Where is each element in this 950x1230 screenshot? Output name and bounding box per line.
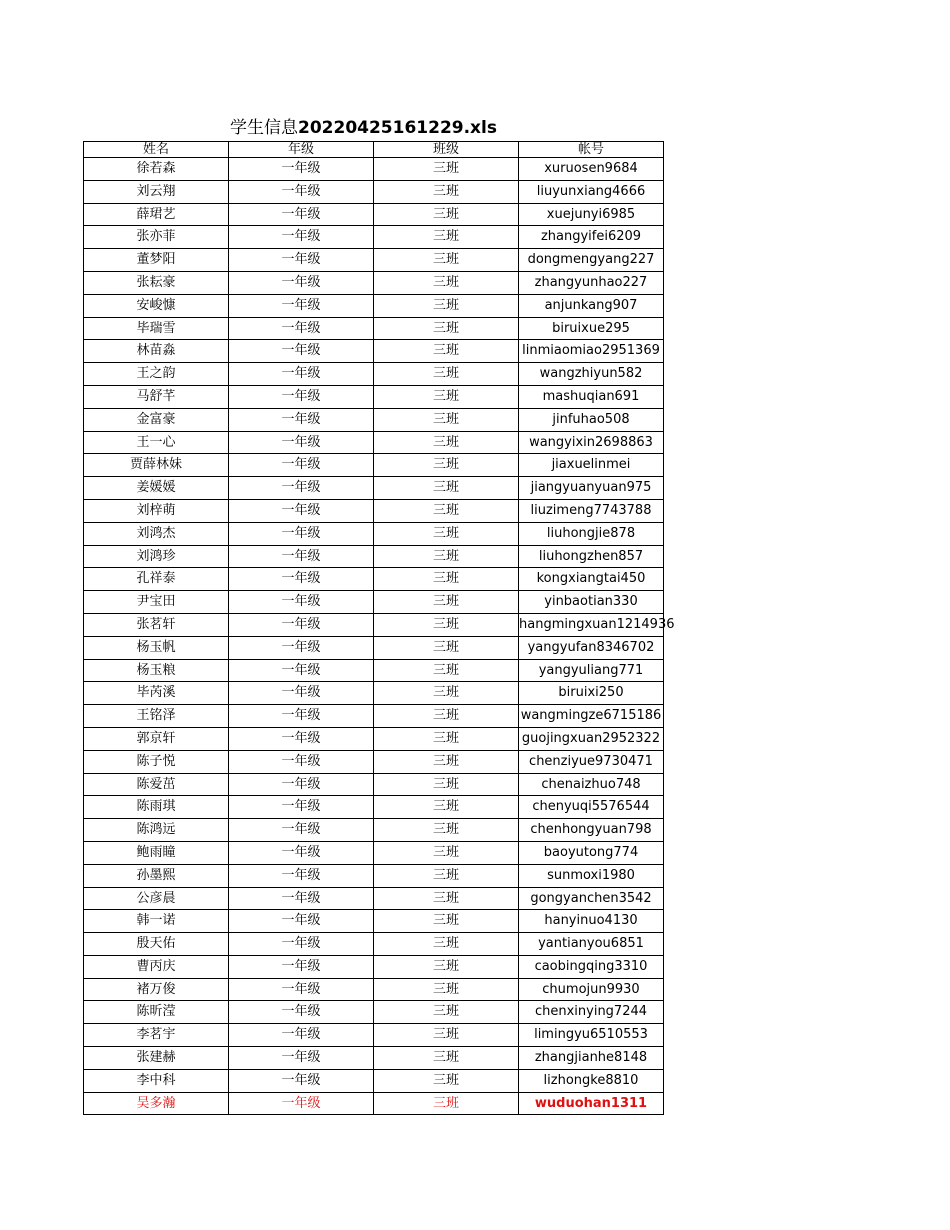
cell-account: chumojun9930: [519, 978, 664, 1001]
table-row: [84, 408, 664, 431]
cell-class: 三班: [374, 363, 519, 386]
cell-grade: 一年级: [229, 955, 374, 978]
cell-account: limingyu6510553: [519, 1024, 664, 1047]
table-row: [84, 1069, 664, 1092]
table-row: [84, 1001, 664, 1024]
cell-account: zhangjianhe8148: [519, 1047, 664, 1070]
header-row: [84, 142, 664, 158]
cell-class: 三班: [374, 385, 519, 408]
cell-grade: 一年级: [229, 887, 374, 910]
cell-class: 三班: [374, 591, 519, 614]
table-row: [84, 271, 664, 294]
cell-grade: 一年级: [229, 454, 374, 477]
cell-grade: 一年级: [229, 294, 374, 317]
table-row: [84, 682, 664, 705]
cell-class: 三班: [374, 454, 519, 477]
cell-name: 吴多瀚: [84, 1092, 229, 1115]
cell-account: dongmengyang227: [519, 249, 664, 272]
cell-class: 三班: [374, 933, 519, 956]
cell-account: chenhongyuan798: [519, 819, 664, 842]
cell-name: 贾薛林妹: [84, 454, 229, 477]
cell-grade: 一年级: [229, 545, 374, 568]
cell-name: 张亦菲: [84, 226, 229, 249]
cell-class: 三班: [374, 796, 519, 819]
cell-class: 三班: [374, 1092, 519, 1115]
cell-account: linmiaomiao2951369: [519, 340, 664, 363]
cell-grade: 一年级: [229, 158, 374, 181]
cell-name: 孔祥泰: [84, 568, 229, 591]
table-row: [84, 180, 664, 203]
table-row: [84, 226, 664, 249]
table-row: [84, 431, 664, 454]
cell-name: 陈雨琪: [84, 796, 229, 819]
cell-name: 郭京轩: [84, 727, 229, 750]
cell-grade: 一年级: [229, 1024, 374, 1047]
cell-class: 三班: [374, 431, 519, 454]
cell-name: 陈爱茁: [84, 773, 229, 796]
cell-class: 三班: [374, 249, 519, 272]
cell-name: 董梦阳: [84, 249, 229, 272]
table-row: [84, 568, 664, 591]
table-row: [84, 841, 664, 864]
table-row: [84, 659, 664, 682]
table-row: [84, 1047, 664, 1070]
cell-class: 三班: [374, 955, 519, 978]
cell-class: 三班: [374, 477, 519, 500]
title-filename: 20220425161229.xls: [298, 118, 497, 138]
cell-account: yangyuliang771: [519, 659, 664, 682]
header-grade: 年级: [229, 142, 374, 158]
cell-name: 张建赫: [84, 1047, 229, 1070]
table-row: [84, 910, 664, 933]
cell-class: 三班: [374, 499, 519, 522]
cell-class: 三班: [374, 408, 519, 431]
sheet-title: [230, 117, 497, 139]
cell-grade: 一年级: [229, 910, 374, 933]
cell-class: 三班: [374, 203, 519, 226]
cell-grade: 一年级: [229, 796, 374, 819]
cell-grade: 一年级: [229, 1001, 374, 1024]
table-row: [84, 613, 664, 636]
cell-grade: 一年级: [229, 1047, 374, 1070]
cell-account: guojingxuan2952322: [519, 727, 664, 750]
cell-grade: 一年级: [229, 933, 374, 956]
cell-class: 三班: [374, 773, 519, 796]
cell-class: 三班: [374, 613, 519, 636]
table-row: [84, 636, 664, 659]
table-row: [84, 158, 664, 181]
cell-account: sunmoxi1980: [519, 864, 664, 887]
cell-class: 三班: [374, 180, 519, 203]
cell-account: liuhongzhen857: [519, 545, 664, 568]
table-row: [84, 522, 664, 545]
cell-class: 三班: [374, 682, 519, 705]
cell-grade: 一年级: [229, 750, 374, 773]
table-row: [84, 750, 664, 773]
cell-account: yinbaotian330: [519, 591, 664, 614]
cell-name: 韩一诺: [84, 910, 229, 933]
cell-class: 三班: [374, 636, 519, 659]
cell-name: 公彦晨: [84, 887, 229, 910]
table-row: [84, 978, 664, 1001]
table-row: [84, 1024, 664, 1047]
student-table: [83, 141, 675, 1115]
cell-name: 曹丙庆: [84, 955, 229, 978]
cell-grade: 一年级: [229, 568, 374, 591]
cell-grade: 一年级: [229, 431, 374, 454]
cell-grade: 一年级: [229, 864, 374, 887]
title-prefix: 学生信息: [230, 118, 298, 138]
cell-grade: 一年级: [229, 819, 374, 842]
table-row: [84, 385, 664, 408]
cell-class: 三班: [374, 545, 519, 568]
table-row: [84, 203, 664, 226]
cell-name: 张耘豪: [84, 271, 229, 294]
cell-account: yantianyou6851: [519, 933, 664, 956]
cell-grade: 一年级: [229, 203, 374, 226]
cell-name: 刘云翔: [84, 180, 229, 203]
cell-class: 三班: [374, 226, 519, 249]
cell-name: 刘鸿杰: [84, 522, 229, 545]
cell-name: 张茗轩: [84, 613, 229, 636]
cell-name: 鲍雨瞳: [84, 841, 229, 864]
cell-grade: 一年级: [229, 591, 374, 614]
cell-grade: 一年级: [229, 249, 374, 272]
cell-grade: 一年级: [229, 363, 374, 386]
cell-grade: 一年级: [229, 613, 374, 636]
cell-account: jiaxuelinmei: [519, 454, 664, 477]
cell-class: 三班: [374, 1001, 519, 1024]
cell-grade: 一年级: [229, 477, 374, 500]
cell-account: liuhongjie878: [519, 522, 664, 545]
cell-name: 陈昕滢: [84, 1001, 229, 1024]
cell-name: 杨玉粮: [84, 659, 229, 682]
cell-name: 马舒芊: [84, 385, 229, 408]
cell-class: 三班: [374, 317, 519, 340]
cell-name: 李茗宇: [84, 1024, 229, 1047]
cell-name: 陈子悦: [84, 750, 229, 773]
cell-account: yangyufan8346702: [519, 636, 664, 659]
header-name: 姓名: [84, 142, 229, 158]
cell-grade: 一年级: [229, 1069, 374, 1092]
table-row: [84, 317, 664, 340]
cell-name: 毕芮溪: [84, 682, 229, 705]
cell-account: chenyuqi5576544: [519, 796, 664, 819]
cell-name: 孙墨熙: [84, 864, 229, 887]
cell-account: wangmingze6715186: [519, 705, 664, 728]
cell-grade: 一年级: [229, 226, 374, 249]
cell-class: 三班: [374, 864, 519, 887]
cell-name: 王铭泽: [84, 705, 229, 728]
cell-class: 三班: [374, 841, 519, 864]
table-row: [84, 864, 664, 887]
cell-class: 三班: [374, 750, 519, 773]
cell-name: 尹宝田: [84, 591, 229, 614]
cell-grade: 一年级: [229, 1092, 374, 1115]
cell-name: 杨玉帆: [84, 636, 229, 659]
cell-grade: 一年级: [229, 705, 374, 728]
cell-grade: 一年级: [229, 385, 374, 408]
cell-class: 三班: [374, 910, 519, 933]
cell-name: 刘梓萌: [84, 499, 229, 522]
cell-grade: 一年级: [229, 408, 374, 431]
cell-grade: 一年级: [229, 522, 374, 545]
table-row: [84, 545, 664, 568]
cell-name: 徐若森: [84, 158, 229, 181]
table-row: [84, 499, 664, 522]
cell-class: 三班: [374, 705, 519, 728]
cell-grade: 一年级: [229, 499, 374, 522]
cell-class: 三班: [374, 522, 519, 545]
cell-account: hangmingxuan1214936: [519, 613, 664, 636]
cell-account: hanyinuo4130: [519, 910, 664, 933]
cell-account: wangyixin2698863: [519, 431, 664, 454]
table-row: [84, 796, 664, 819]
cell-class: 三班: [374, 819, 519, 842]
table-row: [84, 249, 664, 272]
cell-account: liuyunxiang4666: [519, 180, 664, 203]
cell-account: anjunkang907: [519, 294, 664, 317]
table-row: [84, 705, 664, 728]
table-body: [84, 158, 675, 1115]
table-row: [84, 933, 664, 956]
cell-account: xuruosen9684: [519, 158, 664, 181]
table-row: [84, 340, 664, 363]
table-row: [84, 1092, 664, 1115]
cell-class: 三班: [374, 568, 519, 591]
cell-account: wangzhiyun582: [519, 363, 664, 386]
cell-name: 陈鸿远: [84, 819, 229, 842]
cell-name: 姜媛媛: [84, 477, 229, 500]
cell-grade: 一年级: [229, 727, 374, 750]
table-row: [84, 591, 664, 614]
cell-name: 刘鸿珍: [84, 545, 229, 568]
cell-account: chenxinying7244: [519, 1001, 664, 1024]
cell-grade: 一年级: [229, 317, 374, 340]
cell-class: 三班: [374, 340, 519, 363]
table-row: [84, 887, 664, 910]
cell-account: chenziyue9730471: [519, 750, 664, 773]
cell-account: wuduohan1311: [519, 1092, 664, 1115]
cell-name: 薛珺艺: [84, 203, 229, 226]
header-class: 班级: [374, 142, 519, 158]
table-row: [84, 477, 664, 500]
table-row: [84, 773, 664, 796]
cell-account: liuzimeng7743788: [519, 499, 664, 522]
cell-account: caobingqing3310: [519, 955, 664, 978]
cell-name: 毕瑞雪: [84, 317, 229, 340]
cell-grade: 一年级: [229, 271, 374, 294]
cell-account: kongxiangtai450: [519, 568, 664, 591]
cell-account: zhangyunhao227: [519, 271, 664, 294]
cell-name: 李中科: [84, 1069, 229, 1092]
cell-class: 三班: [374, 1069, 519, 1092]
cell-grade: 一年级: [229, 659, 374, 682]
cell-account: zhangyifei6209: [519, 226, 664, 249]
cell-name: 殷天佑: [84, 933, 229, 956]
cell-account: baoyutong774: [519, 841, 664, 864]
cell-grade: 一年级: [229, 180, 374, 203]
header-account: 帐号: [519, 142, 664, 158]
table-row: [84, 454, 664, 477]
cell-class: 三班: [374, 158, 519, 181]
cell-name: 安峻慷: [84, 294, 229, 317]
cell-name: 褚万俊: [84, 978, 229, 1001]
cell-grade: 一年级: [229, 636, 374, 659]
cell-grade: 一年级: [229, 773, 374, 796]
cell-account: biruixi250: [519, 682, 664, 705]
cell-account: chenaizhuo748: [519, 773, 664, 796]
cell-account: lizhongke8810: [519, 1069, 664, 1092]
cell-class: 三班: [374, 294, 519, 317]
cell-grade: 一年级: [229, 978, 374, 1001]
cell-grade: 一年级: [229, 340, 374, 363]
cell-account: xuejunyi6985: [519, 203, 664, 226]
cell-account: jinfuhao508: [519, 408, 664, 431]
cell-class: 三班: [374, 659, 519, 682]
cell-class: 三班: [374, 1047, 519, 1070]
table-row: [84, 363, 664, 386]
cell-name: 王之韵: [84, 363, 229, 386]
cell-account: gongyanchen3542: [519, 887, 664, 910]
cell-grade: 一年级: [229, 841, 374, 864]
table-row: [84, 955, 664, 978]
cell-name: 金富豪: [84, 408, 229, 431]
table-row: [84, 294, 664, 317]
cell-class: 三班: [374, 271, 519, 294]
table-row: [84, 819, 664, 842]
cell-grade: 一年级: [229, 682, 374, 705]
cell-account: jiangyuanyuan975: [519, 477, 664, 500]
table-row: [84, 727, 664, 750]
cell-class: 三班: [374, 887, 519, 910]
cell-account: biruixue295: [519, 317, 664, 340]
cell-name: 王一心: [84, 431, 229, 454]
cell-class: 三班: [374, 978, 519, 1001]
cell-class: 三班: [374, 727, 519, 750]
cell-class: 三班: [374, 1024, 519, 1047]
cell-account: mashuqian691: [519, 385, 664, 408]
cell-name: 林苗淼: [84, 340, 229, 363]
